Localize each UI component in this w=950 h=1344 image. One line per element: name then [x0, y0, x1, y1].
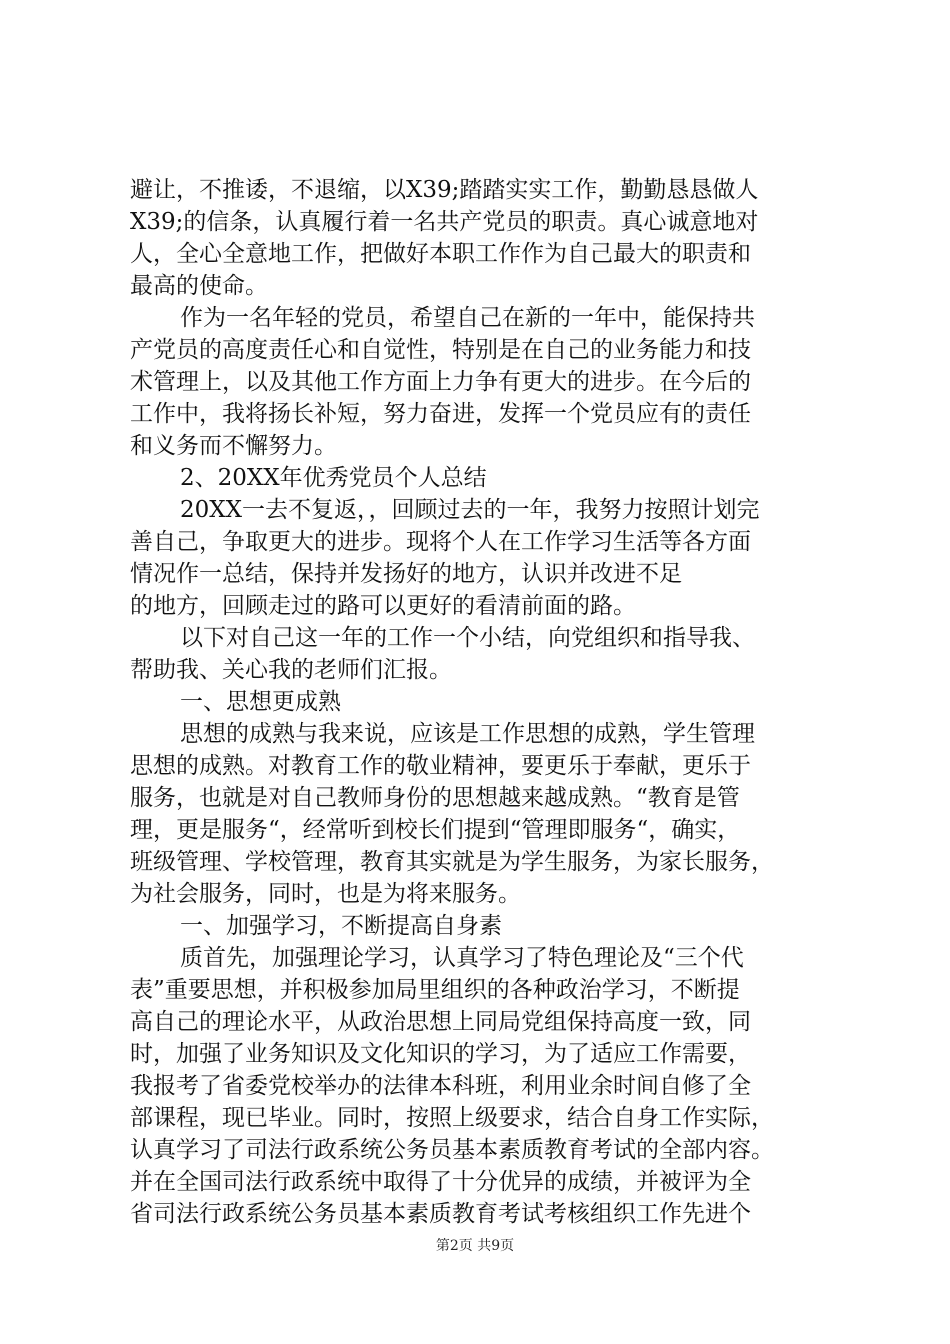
text-line: 高自己的理论水平，从政治思想上同局党组保持高度一致，同 — [130, 1009, 751, 1035]
text-line: 和义务而不懈努力。 — [130, 433, 337, 459]
text-line: 产党员的高度责任心和自觉性，特别是在自己的业务能力和技 — [130, 337, 751, 363]
text-line: 我报考了省委党校举办的法律本科班，利用业余时间自修了全 — [130, 1073, 751, 1099]
text-line: 班级管理、学校管理，教育其实就是为学生服务，为家长服务， — [130, 849, 774, 875]
text-line: 以下对自己这一年的工作一个小结，向党组织和指导我、 — [180, 625, 755, 651]
text-line: 质首先，加强理论学习，认真学习了特色理论及“三个代 — [180, 945, 744, 971]
text-line: 省司法行政系统公务员基本素质教育考试考核组织工作先进个 — [130, 1201, 751, 1227]
document-body — [130, 174, 830, 1230]
text-line: 的地方，回顾走过的路可以更好的看清前面的路。 — [130, 593, 636, 619]
text-line: 认真学习了司法行政系统公务员基本素质教育考试的全部内容。 — [130, 1137, 774, 1163]
text-line: 避让，不推诿，不退缩，以X39;踏踏实实工作，勤勤恳恳做人 — [130, 177, 759, 203]
text-line: 理，更是服务“，经常听到校长们提到“管理即服务“，确实， — [130, 817, 741, 843]
text-line: 人，全心全意地工作，把做好本职工作作为自己最大的职责和 — [130, 241, 751, 267]
text-line: 为社会服务，同时，也是为将来服务。 — [130, 881, 521, 907]
text-line: X39;的信条，认真履行着一名共产党员的职责。真心诚意地对 — [130, 209, 759, 235]
text-line: 帮助我、关心我的老师们汇报。 — [130, 657, 452, 683]
text-line: 2、20XX年优秀党员个人总结 — [180, 465, 487, 491]
text-line: 工作中，我将扬长补短，努力奋进，发挥一个党员应有的责任 — [130, 401, 751, 427]
text-line: 时，加强了业务知识及文化知识的学习，为了适应工作需要， — [130, 1041, 751, 1067]
page-footer: 第2页 共9页 — [435, 1238, 515, 1254]
text-line: 情况作一总结，保持并发扬好的地方，认识并改进不足 — [130, 561, 682, 587]
text-line: 服务，也就是对自己教师身份的思想越来越成熟。“教育是管 — [130, 785, 740, 811]
text-line: 一、加强学习，不断提高自身素 — [180, 913, 502, 939]
text-line: 善自己，争取更大的进步。现将个人在工作学习生活等各方面 — [130, 529, 751, 555]
text-line: 表”重要思想，并积极参加局里组织的各种政治学习，不断提 — [130, 977, 740, 1003]
text-line: 并在全国司法行政系统中取得了十分优异的成绩，并被评为全 — [130, 1169, 751, 1195]
text-line: 部课程，现已毕业。同时，按照上级要求，结合自身工作实际， — [130, 1105, 774, 1131]
text-line: 作为一名年轻的党员，希望自己在新的一年中，能保持共 — [180, 305, 755, 331]
text-line: 一、思想更成熟 — [180, 689, 341, 715]
text-line: 思想的成熟与我来说，应该是工作思想的成熟，学生管理 — [180, 721, 755, 747]
text-line: 最高的使命。 — [130, 273, 268, 299]
text-line: 20XX一去不复返，，回顾过去的一年，我努力按照计划完 — [180, 497, 760, 523]
text-line: 思想的成熟。对教育工作的敬业精神，要更乐于奉献，更乐于 — [130, 753, 751, 779]
text-line: 术管理上，以及其他工作方面上力争有更大的进步。在今后的 — [130, 369, 751, 395]
